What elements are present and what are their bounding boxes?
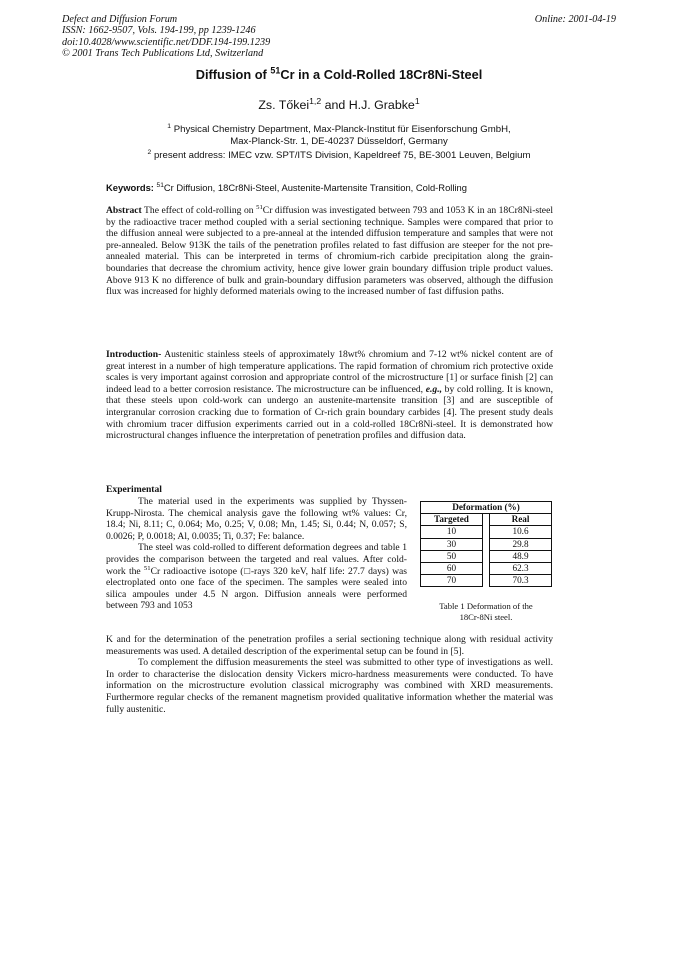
abstract-label: Abstract xyxy=(106,205,142,216)
table-cell-targeted: 10 xyxy=(421,526,483,538)
abstract xyxy=(106,205,553,298)
aff1-sup: 1 xyxy=(167,122,172,130)
deformation-table xyxy=(420,501,552,587)
title-pre: Diffusion of xyxy=(195,67,271,82)
table-cell-targeted: 60 xyxy=(421,562,483,574)
intro-text-b: by cold rolling. It is known, that these steels upon cold-work can undergo an austenite-martensite transition [3] and are susceptible of intergranular corrosion cracking due to formation of Cr-rich grain boundary carbides [4]. The present study deals with chromium tracer diffusion experiments carried out in a cold-rolled 18Cr8Ni-steel. It is demonstrated how microstructural changes influence the interpretation of penetration profiles and diffusion data. xyxy=(106,383,553,442)
experimental-heading: Experimental xyxy=(106,484,162,495)
paper-title xyxy=(0,67,678,82)
table-cell-targeted: 50 xyxy=(421,550,483,562)
table-cell-real: 29.8 xyxy=(490,538,552,550)
table-cell-targeted: 30 xyxy=(421,538,483,550)
aff2-sup: 2 xyxy=(147,148,152,156)
aff1-line2: Max-Planck-Str. 1, DE-40237 Düsseldorf, Germany xyxy=(230,136,448,147)
exp-p2-pre: The steel was cold-rolled to different deformation degrees and table 1 provides the comparison between the targeted and real values. After cold-work the xyxy=(106,542,407,577)
issn: ISSN: 1662-9507, Vols. 194-199, pp 1239-1246 xyxy=(62,25,256,37)
abstract-pre: The effect of cold-rolling on xyxy=(141,205,257,216)
caption-line1: Table 1 Deformation of the xyxy=(439,601,533,611)
title-sup: 51 xyxy=(270,65,281,76)
author-2-affil: 1 xyxy=(414,95,420,106)
intro-label: Introduction- xyxy=(106,349,162,360)
abstract-sup: 51 xyxy=(256,203,263,211)
author-1-affil: 1,2 xyxy=(309,95,322,106)
table-col-real: Real xyxy=(490,514,552,526)
journal-header xyxy=(62,14,270,60)
authors xyxy=(0,95,678,112)
table-cell-real: 48.9 xyxy=(490,550,552,562)
exp-p2-sup: 51 xyxy=(143,564,151,572)
keywords-sup: 51 xyxy=(156,181,164,189)
table-row xyxy=(421,562,552,574)
aff1-line1: Physical Chemistry Department, Max-Planck-Institut für Eisenforschung GmbH, xyxy=(171,124,511,135)
experimental-column xyxy=(106,496,407,612)
title-post: Cr in a Cold-Rolled 18Cr8Ni-Steel xyxy=(280,67,483,82)
author-1: Zs. Tőkei xyxy=(258,98,310,112)
keywords xyxy=(106,182,467,193)
introduction xyxy=(106,349,553,442)
experimental-p3: To complement the diffusion measurements the steel was submitted to other type of investigations as well. In order to characterise the dislocation density Vickers micro-hardness measurements were conducted. To have information on the microstructure evolution classical micrography was combined with XRD measurements. Furthermore regular checks of the remanent magnetism provided qualitative information whether the material was fully austenitic. xyxy=(106,657,553,715)
experimental-p2-cont: K and for the determination of the penetration profiles a serial sectioning technique along with residual activity measurements was used. A detailed description of the experimental setup can be found in [5]. xyxy=(106,634,553,657)
caption-line2: 18Cr-8Ni steel. xyxy=(459,611,513,622)
doi-link[interactable]: doi:10.4028/www.scientific.net/DDF.194-199.1239 xyxy=(62,36,271,48)
affiliation-2 xyxy=(0,150,678,162)
online-date: Online: 2001-04-19 xyxy=(534,14,616,25)
experimental-continued xyxy=(106,634,553,715)
table-col-targeted: Targeted xyxy=(421,514,483,526)
keywords-text: Cr Diffusion, 18Cr8Ni-Steel, Austenite-Martensite Transition, Cold-Rolling xyxy=(163,182,467,193)
table-row xyxy=(421,538,552,550)
table-cell-targeted: 70 xyxy=(421,575,483,587)
table-cell-real: 62.3 xyxy=(490,562,552,574)
table-row xyxy=(421,526,552,538)
keywords-label: Keywords: xyxy=(106,182,157,193)
table-header: Deformation (%) xyxy=(421,502,552,514)
intro-text-a: Austenitic stainless steels of approximately 18wt% chromium and 7-12 wt% nickel content are of great interest in a number of high temperature applications. The rapid formation of chromium rich protective oxide scales is very important against corrosion and appropriate control of the microstructure [1] or surface finish [2] can indeed lead to a better corrosion resistance. The microstructure can be influenced, xyxy=(106,349,553,395)
aff2-line1: present address: IMEC vzw. SPT/ITS Division, Kapeldreef 75, BE-3001 Leuven, Belgium xyxy=(151,150,531,161)
table-row xyxy=(421,550,552,562)
table-cell-real: 70.3 xyxy=(490,575,552,587)
table-row xyxy=(421,575,552,587)
intro-eg: e.g., xyxy=(425,383,442,395)
author-2: and H.J. Grabke xyxy=(321,98,415,112)
table-cell-real: 10.6 xyxy=(490,526,552,538)
affiliation-1 xyxy=(0,124,678,148)
exp-p2-post: Cr radioactive isotope (□-rays 320 keV, half life: 27.7 days) was electroplated onto one face of the specimen. The samples were sealed into silica ampoules under 4.5 N argon. Diffusion anneals were performed between 793 and 1053 xyxy=(106,565,407,612)
experimental-p2 xyxy=(106,542,407,612)
table-caption xyxy=(416,601,556,623)
copyright: © 2001 Trans Tech Publications Ltd, Switzerland xyxy=(62,48,264,60)
experimental-p1: The material used in the experiments was supplied by Thyssen-Krupp-Nirosta. The chemical analysis gave the following wt% values: Cr, 18.4; Ni, 8.11; C, 0.064; Mo, 0.25; V, 0.08; Mn, 1.45; Si, 0.44; N, 0.057; S, 0.0026; P, 0.0018; Al, 0.0035; Ti, 0.37; Fe: balance. xyxy=(106,496,407,542)
abstract-text: Cr diffusion was investigated between 793 and 1053 K in an 18Cr8Ni-steel by the radioactive tracer method coupled with a serial sectioning technique. Samples were compared that prior to the diffusion anneal were subjected to a pre-anneal at the intended diffusion temperature and samples that were not pre-annealed. Below 913K the tails of the penetration profiles related to fast diffusion are steeper for the not pre-annealed material. This can be interpreted in terms of chromium-rich carbide precipitation along the grain-boundaries that decrease the chromium activity, hence give lower grain boundary diffusion triple product values. Above 913 K no difference of bulk and grain-boundary diffusion parameters was observed, although the diffusion flux was increased for highly deformed materials owing to the increased number of fast diffusion paths. xyxy=(106,205,553,298)
journal-name: Defect and Diffusion Forum xyxy=(62,14,178,25)
